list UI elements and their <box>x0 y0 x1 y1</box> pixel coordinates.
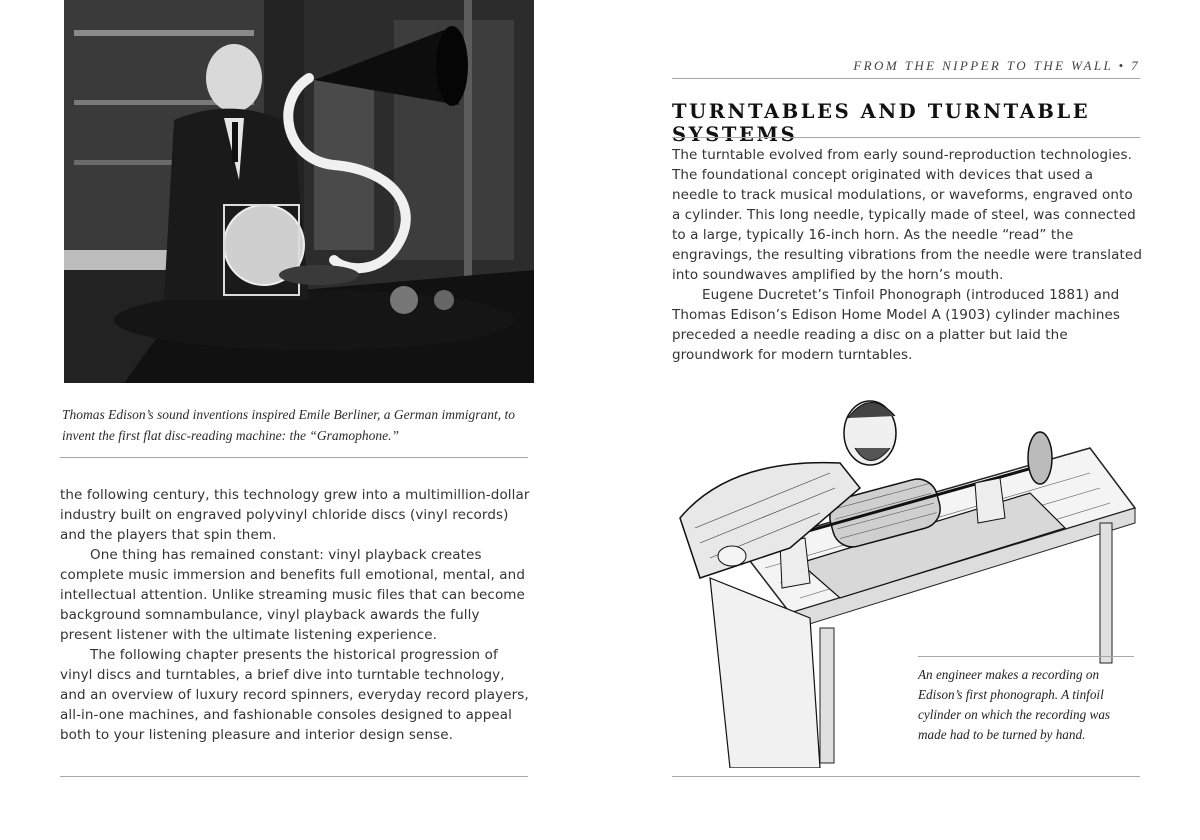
engraving-caption: An engineer makes a recording on Edison’s first phonograph. A tinfoil cylinder on which the recording was made had to be turned by hand. <box>918 667 1111 742</box>
caption-divider <box>60 457 528 458</box>
engraving-caption-rule <box>918 656 1134 657</box>
header-rule <box>672 78 1140 79</box>
historical-photo <box>64 0 534 383</box>
title-rule <box>672 137 1140 138</box>
paragraph: One thing has remained constant: vinyl playback creates complete music immersion and benefits full emotional, mental, and intellectual attention. Unlike streaming music files that can become background somnambulance, vinyl playback awards the fully present listener with the ultimate listening experience. <box>60 547 525 643</box>
page-bottom-rule-right <box>672 776 1140 777</box>
paragraph: The following chapter presents the historical progression of vinyl discs and turntables, a brief dive into turntable technology, and an overview of luxury record spinners, everyday record players, all-in-one machines, and fashionable consoles designed to appeal both to your listening pleasure and interior design sense. <box>60 647 529 743</box>
running-head: FROM THE NIPPER TO THE WALL • 7 <box>853 58 1140 73</box>
right-body-text <box>672 145 1142 365</box>
photo-caption: Thomas Edison’s sound inventions inspired Emile Berliner, a German immigrant, to invent the first flat disc-reading machine: the “Gramophone.” <box>62 407 515 443</box>
page-bottom-rule <box>60 776 528 777</box>
paragraph: Eugene Ducretet’s Tinfoil Phonograph (introduced 1881) and Thomas Edison’s Edison Home Model A (1903) cylinder machines preceded a needle reading a disc on a platter but laid the groundwork for modern turntables. <box>672 287 1121 363</box>
left-body-text <box>60 485 530 745</box>
paragraph: The turntable evolved from early sound-reproduction technologies. The foundational concept originated with devices that used a needle to track musical modulations, or waveforms, engraved onto a cylinder. This long needle, typically made of steel, was connected to a large, typically 16-inch horn. As the needle “read” the engravings, the resulting vibrations from the needle were translated into soundwaves amplified by the horn’s mouth. <box>672 147 1142 283</box>
paragraph: the following century, this technology grew into a multimillion-dollar industry built on engraved polyvinyl chloride discs (vinyl records) and the players that spin them. <box>60 487 530 543</box>
section-title: TURNTABLES AND TURNTABLE SYSTEMS <box>672 100 1091 146</box>
